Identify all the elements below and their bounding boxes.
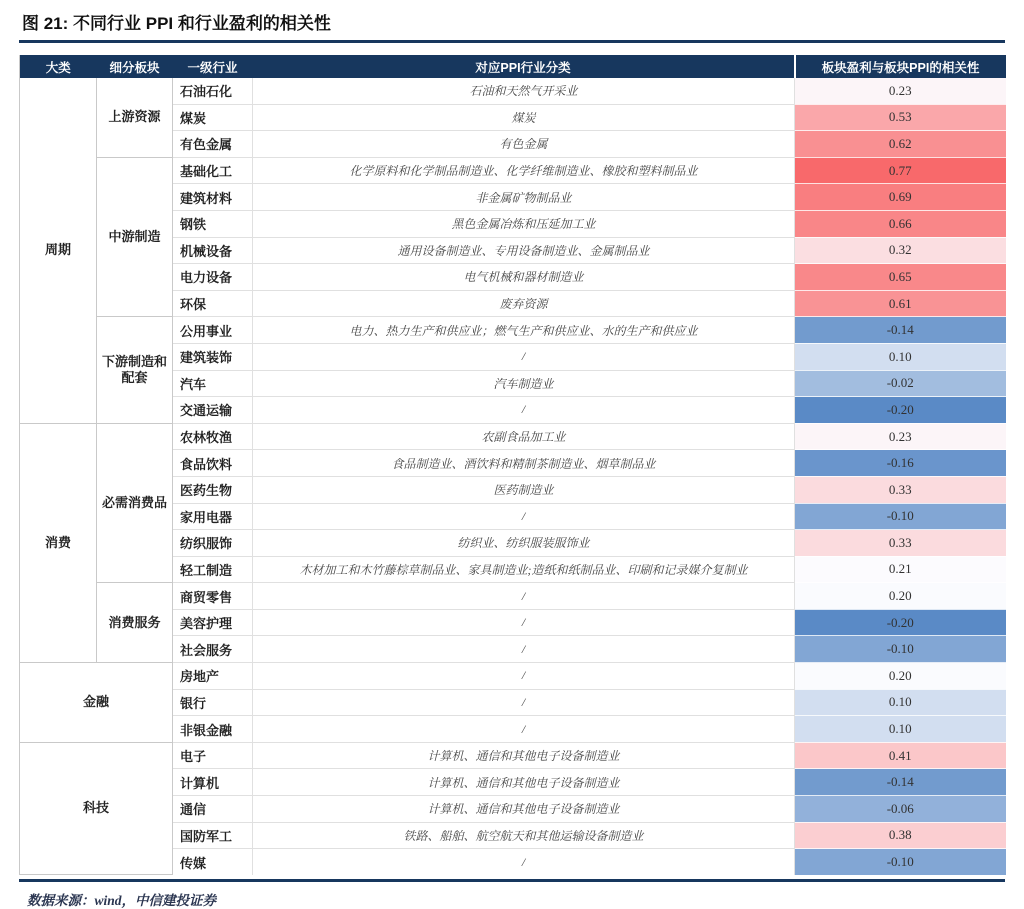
correlation-value-cell: 0.21 <box>795 556 1006 583</box>
ppi-classification-cell: / <box>253 583 795 610</box>
ppi-classification-cell: / <box>253 397 795 424</box>
industry-cell: 基础化工 <box>173 157 253 184</box>
industry-cell: 钢铁 <box>173 210 253 237</box>
table-row <box>20 157 1006 184</box>
ppi-classification-cell: 计算机、通信和其他电子设备制造业 <box>253 769 795 796</box>
correlation-value-cell: 0.77 <box>795 157 1006 184</box>
figure-title: 图 21: 不同行业 PPI 和行业盈利的相关性 <box>22 14 331 33</box>
industry-cell: 建筑装饰 <box>173 343 253 370</box>
industry-cell: 房地产 <box>173 663 253 690</box>
industry-cell: 计算机 <box>173 769 253 796</box>
column-header: 一级行业 <box>173 55 253 78</box>
correlation-value-cell: -0.20 <box>795 609 1006 636</box>
ppi-classification-cell: 纺织业、纺织服装服饰业 <box>253 530 795 557</box>
correlation-value-cell: -0.06 <box>795 796 1006 823</box>
correlation-value-cell: 0.23 <box>795 423 1006 450</box>
industry-cell: 交通运输 <box>173 397 253 424</box>
correlation-value-cell: 0.41 <box>795 742 1006 769</box>
industry-cell: 银行 <box>173 689 253 716</box>
ppi-classification-cell: 铁路、船舶、航空航天和其他运输设备制造业 <box>253 822 795 849</box>
correlation-value-cell: 0.10 <box>795 343 1006 370</box>
column-header: 对应PPI行业分类 <box>253 55 795 78</box>
industry-cell: 非银金融 <box>173 716 253 743</box>
correlation-value-cell: 0.65 <box>795 264 1006 291</box>
ppi-classification-cell: 食品制造业、酒饮料和精制茶制造业、烟草制品业 <box>253 450 795 477</box>
ppi-classification-cell: 非金属矿物制品业 <box>253 184 795 211</box>
industry-cell: 家用电器 <box>173 503 253 530</box>
industry-cell: 轻工制造 <box>173 556 253 583</box>
correlation-value-cell: 0.10 <box>795 716 1006 743</box>
ppi-classification-cell: 电力、热力生产和供应业；燃气生产和供应业、水的生产和供应业 <box>253 317 795 344</box>
ppi-classification-cell: / <box>253 503 795 530</box>
ppi-classification-cell: 农副食品加工业 <box>253 423 795 450</box>
industry-cell: 公用事业 <box>173 317 253 344</box>
industry-cell: 医药生物 <box>173 476 253 503</box>
top-rule-divider <box>19 40 1005 43</box>
industry-cell: 传媒 <box>173 849 253 875</box>
category-cell: 消费 <box>20 423 97 662</box>
industry-cell: 机械设备 <box>173 237 253 264</box>
category-cell: 周期 <box>20 78 97 423</box>
correlation-value-cell: 0.53 <box>795 104 1006 131</box>
ppi-classification-cell: / <box>253 636 795 663</box>
correlation-value-cell: 0.32 <box>795 237 1006 264</box>
ppi-classification-cell: 化学原料和化学制品制造业、化学纤维制造业、橡胶和塑料制品业 <box>253 157 795 184</box>
ppi-classification-cell: 石油和天然气开采业 <box>253 78 795 104</box>
ppi-classification-cell: / <box>253 663 795 690</box>
ppi-classification-cell: 医药制造业 <box>253 476 795 503</box>
ppi-classification-cell: 计算机、通信和其他电子设备制造业 <box>253 742 795 769</box>
table-row <box>20 423 1006 450</box>
sector-cell: 下游制造和配套 <box>97 317 173 423</box>
ppi-classification-cell: 废弃资源 <box>253 290 795 317</box>
industry-cell: 社会服务 <box>173 636 253 663</box>
sector-cell: 上游资源 <box>97 78 173 157</box>
ppi-classification-cell: 有色金属 <box>253 131 795 158</box>
industry-cell: 美容护理 <box>173 609 253 636</box>
correlation-value-cell: 0.33 <box>795 530 1006 557</box>
industry-cell: 电力设备 <box>173 264 253 291</box>
correlation-value-cell: 0.61 <box>795 290 1006 317</box>
table-row <box>20 317 1006 344</box>
industry-cell: 煤炭 <box>173 104 253 131</box>
correlation-value-cell: -0.02 <box>795 370 1006 397</box>
industry-cell: 有色金属 <box>173 131 253 158</box>
correlation-value-cell: -0.14 <box>795 317 1006 344</box>
correlation-value-cell: -0.10 <box>795 503 1006 530</box>
sector-cell: 消费服务 <box>97 583 173 663</box>
industry-cell: 建筑材料 <box>173 184 253 211</box>
column-header: 板块盈利与板块PPI的相关性 <box>795 55 1006 78</box>
correlation-value-cell: -0.20 <box>795 397 1006 424</box>
correlation-value-cell: 0.33 <box>795 476 1006 503</box>
ppi-classification-cell: 计算机、通信和其他电子设备制造业 <box>253 796 795 823</box>
industry-cell: 汽车 <box>173 370 253 397</box>
sector-cell: 中游制造 <box>97 157 173 317</box>
correlation-value-cell: -0.16 <box>795 450 1006 477</box>
ppi-classification-cell: 煤炭 <box>253 104 795 131</box>
correlation-value-cell: 0.38 <box>795 822 1006 849</box>
industry-cell: 石油石化 <box>173 78 253 104</box>
table-row <box>20 583 1006 610</box>
correlation-value-cell: 0.69 <box>795 184 1006 211</box>
category-cell: 金融 <box>20 663 173 743</box>
ppi-classification-cell: / <box>253 343 795 370</box>
correlation-value-cell: 0.66 <box>795 210 1006 237</box>
ppi-classification-cell: 通用设备制造业、专用设备制造业、金属制品业 <box>253 237 795 264</box>
industry-cell: 通信 <box>173 796 253 823</box>
industry-cell: 纺织服饰 <box>173 530 253 557</box>
industry-cell: 电子 <box>173 742 253 769</box>
ppi-classification-cell: 黑色金属冶炼和压延加工业 <box>253 210 795 237</box>
ppi-classification-cell: / <box>253 849 795 875</box>
correlation-value-cell: -0.14 <box>795 769 1006 796</box>
correlation-value-cell: -0.10 <box>795 636 1006 663</box>
ppi-classification-cell: 电气机械和器材制造业 <box>253 264 795 291</box>
ppi-classification-cell: / <box>253 689 795 716</box>
correlation-value-cell: -0.10 <box>795 849 1006 875</box>
table-row <box>20 742 1006 769</box>
sector-cell: 必需消费品 <box>97 423 173 583</box>
ppi-classification-cell: / <box>253 609 795 636</box>
correlation-value-cell: 0.23 <box>795 78 1006 104</box>
ppi-classification-cell: 汽车制造业 <box>253 370 795 397</box>
ppi-classification-cell: / <box>253 716 795 743</box>
table-header-row <box>20 55 1006 78</box>
correlation-value-cell: 0.20 <box>795 583 1006 610</box>
ppi-correlation-table <box>19 55 1006 875</box>
industry-cell: 食品饮料 <box>173 450 253 477</box>
industry-cell: 环保 <box>173 290 253 317</box>
correlation-value-cell: 0.10 <box>795 689 1006 716</box>
data-source-note: 数据来源：wind，中信建投证券 <box>27 893 217 909</box>
column-header: 大类 <box>20 55 97 78</box>
column-header: 细分板块 <box>97 55 173 78</box>
category-cell: 科技 <box>20 742 173 874</box>
industry-cell: 国防军工 <box>173 822 253 849</box>
ppi-classification-cell: 木材加工和木竹藤棕草制品业、家具制造业;造纸和纸制品业、印刷和记录媒介复制业 <box>253 556 795 583</box>
industry-cell: 商贸零售 <box>173 583 253 610</box>
table-row <box>20 663 1006 690</box>
correlation-value-cell: 0.62 <box>795 131 1006 158</box>
table-row <box>20 78 1006 104</box>
industry-cell: 农林牧渔 <box>173 423 253 450</box>
correlation-value-cell: 0.20 <box>795 663 1006 690</box>
